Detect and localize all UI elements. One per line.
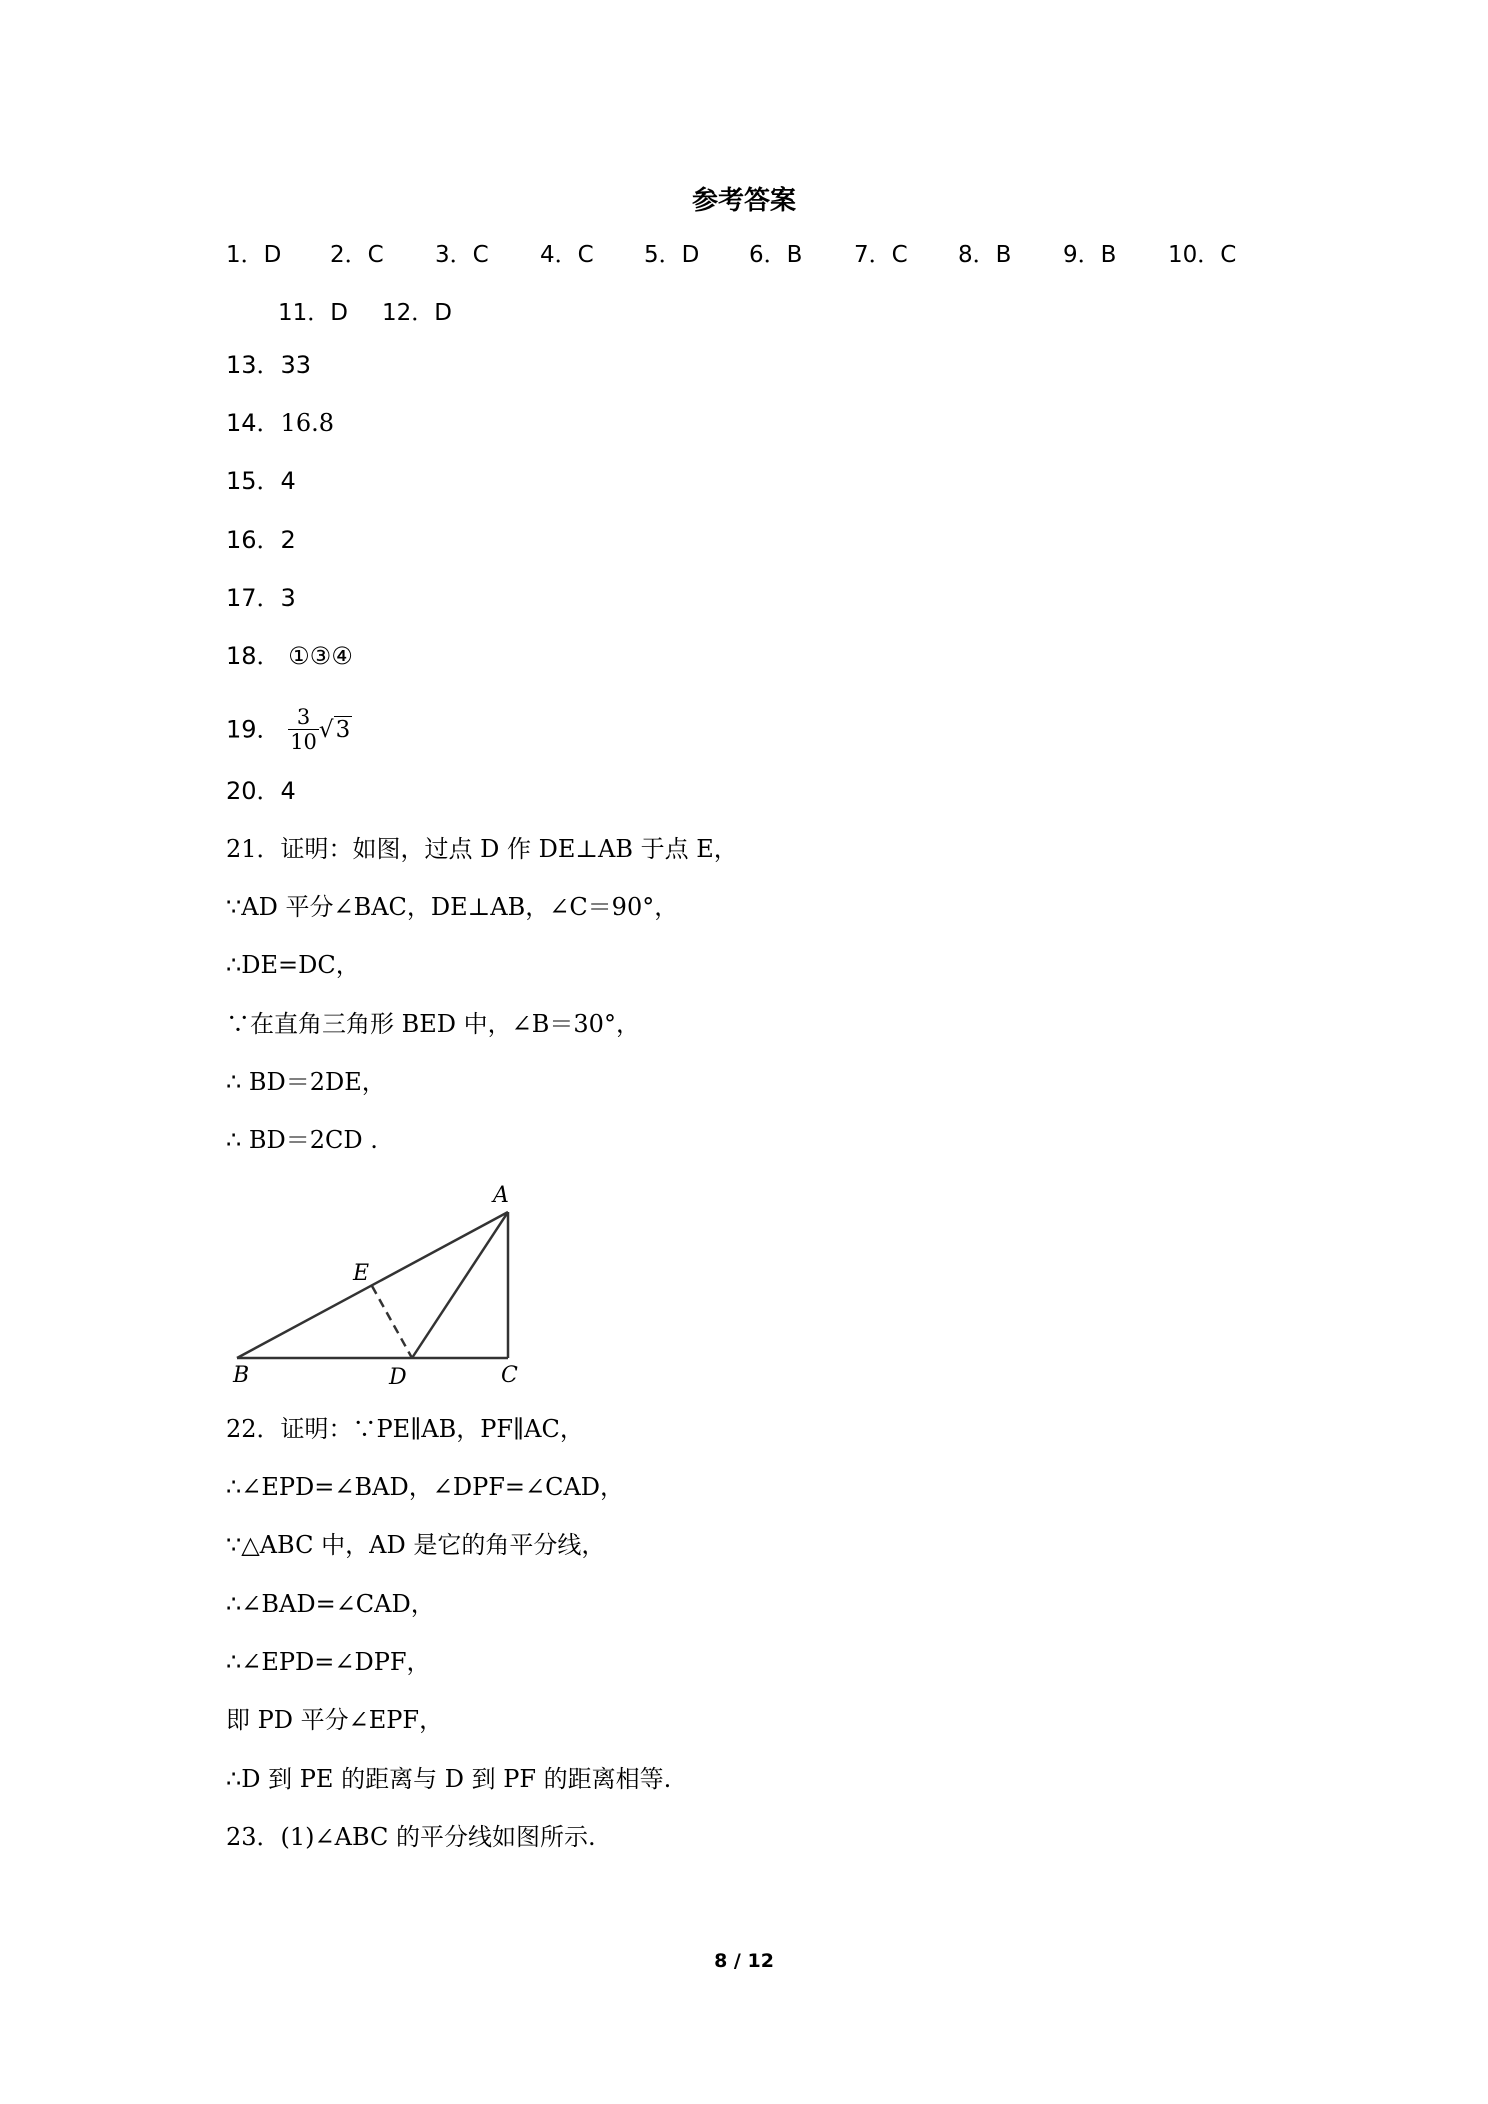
segment-ad (412, 1212, 508, 1358)
proof-21-line-4: ∵在直角三角形 BED 中，∠B＝30°， (226, 1010, 640, 1038)
segment-ab (237, 1212, 508, 1358)
label-c: C (501, 1363, 518, 1388)
choice-answer-8: 8．B (958, 242, 1012, 268)
choice-answer-6: 6．B (749, 242, 803, 268)
proof-21-line-5: ∴ BD＝2DE， (226, 1068, 386, 1096)
proof-22-line-1: 22．证明：∵PE∥AB，PF∥AC， (226, 1415, 584, 1443)
proof-22-line-5: ∴∠EPD=∠DPF， (226, 1648, 431, 1676)
proof-22-line-4: ∴∠BAD=∠CAD， (226, 1590, 435, 1618)
choice-answer-9: 9．B (1063, 242, 1117, 268)
label-d: D (389, 1365, 407, 1390)
fraction-denominator: 10 (290, 730, 317, 754)
fraction-numerator: 3 (288, 705, 319, 730)
choice-answer-3: 3．C (435, 242, 489, 268)
proof-22-line-2: ∴∠EPD=∠BAD，∠DPF=∠CAD， (226, 1473, 625, 1501)
answer-17: 17．3 (226, 584, 296, 612)
label-e: E (353, 1261, 370, 1286)
answer-14 (226, 408, 334, 438)
proof-22-line-6: 即 PD 平分∠EPF， (226, 1706, 444, 1734)
answer-19-fraction (288, 705, 319, 754)
choice-answer-4: 4．C (540, 242, 594, 268)
choice-answer-5: 5．D (644, 242, 700, 268)
proof-22-line-3: ∵△ABC 中，AD 是它的角平分线， (226, 1531, 606, 1559)
page-number: 8 / 12 (714, 1950, 774, 1972)
answer-14-value: 16.8 (280, 409, 334, 437)
label-b: B (233, 1363, 250, 1388)
proof-22-line-7: ∴D 到 PE 的距离与 D 到 PF 的距离相等. (226, 1765, 672, 1793)
answer-18: 18． ①③④ (226, 642, 353, 670)
choice-answer-1: 1．D (226, 242, 282, 268)
answer-19 (226, 700, 352, 758)
answer-23-line: 23．(1)∠ABC 的平分线如图所示. (226, 1823, 596, 1851)
answer-13: 13．33 (226, 351, 312, 379)
choice-answer-11: 11．D (278, 300, 348, 326)
proof-21-line-3: ∴DE=DC， (226, 951, 360, 979)
proof-21-line-6: ∴ BD＝2CD . (226, 1126, 378, 1154)
answer-19-sqrt: √3 (318, 716, 351, 743)
answer-19-number: 19． (226, 715, 281, 744)
choice-answer-12: 12．D (382, 300, 452, 326)
choice-answer-2: 2．C (330, 242, 384, 268)
answer-14-number: 14． (226, 409, 281, 437)
choice-answer-10: 10．C (1168, 242, 1237, 268)
answer-20: 20．4 (226, 777, 296, 805)
proof-21-line-1: 21．证明：如图，过点 D 作 DE⊥AB 于点 E， (226, 835, 738, 863)
answer-16: 16．2 (226, 526, 296, 554)
proof-21-line-2: ∵AD 平分∠BAC，DE⊥AB，∠C＝90°， (226, 893, 679, 921)
answer-15: 15．4 (226, 467, 296, 495)
segment-de-dashed (372, 1286, 412, 1358)
sqrt-radicand: 3 (335, 716, 351, 743)
page-title: 参考答案 (691, 186, 796, 216)
choice-answer-7: 7．C (854, 242, 908, 268)
triangle-figure (225, 1180, 545, 1390)
label-a: A (493, 1183, 509, 1208)
